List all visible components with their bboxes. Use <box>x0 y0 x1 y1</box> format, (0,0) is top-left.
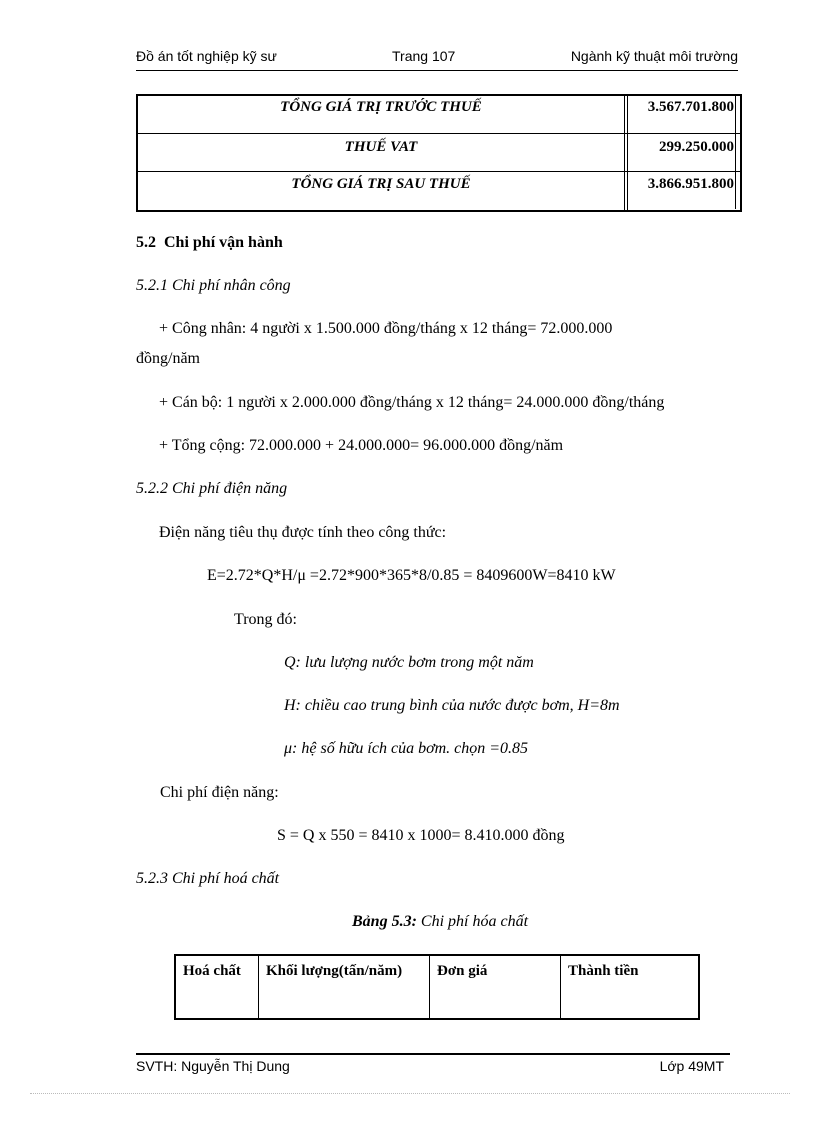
power-formula: E=2.72*Q*H/μ =2.72*900*365*8/0.85 = 8409600W=8410 kW <box>207 567 616 584</box>
section-number: 5.2 <box>136 234 156 251</box>
summary-label: THUẾ VAT <box>138 134 625 171</box>
table-double-border <box>735 94 736 209</box>
power-intro: Điện năng tiêu thụ được tính theo công thức: <box>159 524 447 541</box>
summary-row-aftertax <box>138 172 740 210</box>
section-title: Chi phí vận hành <box>164 234 283 251</box>
summary-row-vat <box>138 134 740 172</box>
summary-label: TỔNG GIÁ TRỊ SAU THUẾ <box>138 172 625 210</box>
power-where: Trong đó: <box>234 611 297 628</box>
subsection-chem-heading: 5.2.3 Chi phí hoá chất <box>136 870 280 887</box>
caption-title: Chi phí hóa chất <box>416 913 529 930</box>
chem-col-header: Khối lượng(tấn/năm) <box>259 956 430 1018</box>
header-rule <box>136 70 738 71</box>
chem-col-header: Hoá chất <box>176 956 259 1018</box>
labor-workers-line-cont: đồng/năm <box>136 350 200 367</box>
power-def-mu: μ: hệ số hữu ích của bơm. chọn =0.85 <box>284 740 529 757</box>
labor-workers-line: + Công nhân: 4 người x 1.500.000 đồng/tháng x 12 tháng= 72.000.000 <box>159 320 613 337</box>
summary-label: TỔNG GIÁ TRỊ TRƯỚC THUẾ <box>138 96 625 133</box>
chem-col-header: Đơn giá <box>430 956 561 1018</box>
power-cost-label: Chi phí điện năng: <box>160 784 279 801</box>
summary-table <box>136 94 742 212</box>
page-edge-dots <box>30 1093 790 1094</box>
summary-value: 3.866.951.800 <box>627 172 740 210</box>
labor-total-line: + Tổng cộng: 72.000.000 + 24.000.000= 96.000.000 đồng/năm <box>159 437 564 454</box>
summary-value: 299.250.000 <box>627 134 740 171</box>
header-page-number: Trang 107 <box>392 48 456 64</box>
power-def-q: Q: lưu lượng nước bơm trong một năm <box>284 654 534 671</box>
section-heading <box>136 234 283 252</box>
table-caption <box>352 913 528 931</box>
power-cost-formula: S = Q x 550 = 8410 x 1000= 8.410.000 đồng <box>277 827 565 844</box>
summary-value: 3.567.701.800 <box>627 96 740 133</box>
subsection-power-heading: 5.2.2 Chi phí điện năng <box>136 480 288 497</box>
footer-rule <box>136 1053 730 1055</box>
table-double-border <box>699 954 700 1020</box>
footer-right: Lớp 49MT <box>659 1058 724 1074</box>
footer-left: SVTH: Nguyễn Thị Dung <box>136 1058 290 1074</box>
chem-table <box>174 954 700 1020</box>
summary-row-pretax <box>138 96 740 134</box>
power-def-h: H: chiều cao trung bình của nước được bơm, H=8m <box>284 697 620 714</box>
caption-number: Bảng 5.3: <box>352 913 417 930</box>
header-right: Ngành kỹ thuật môi trường <box>570 48 738 64</box>
labor-staff-line: + Cán bộ: 1 người x 2.000.000 đồng/tháng x 12 tháng= 24.000.000 đồng/tháng <box>159 394 665 411</box>
chem-col-header: Thành tiền <box>568 963 639 979</box>
header-left: Đồ án tốt nghiệp kỹ sư <box>136 48 277 64</box>
subsection-labor-heading: 5.2.1 Chi phí nhân công <box>136 277 291 294</box>
